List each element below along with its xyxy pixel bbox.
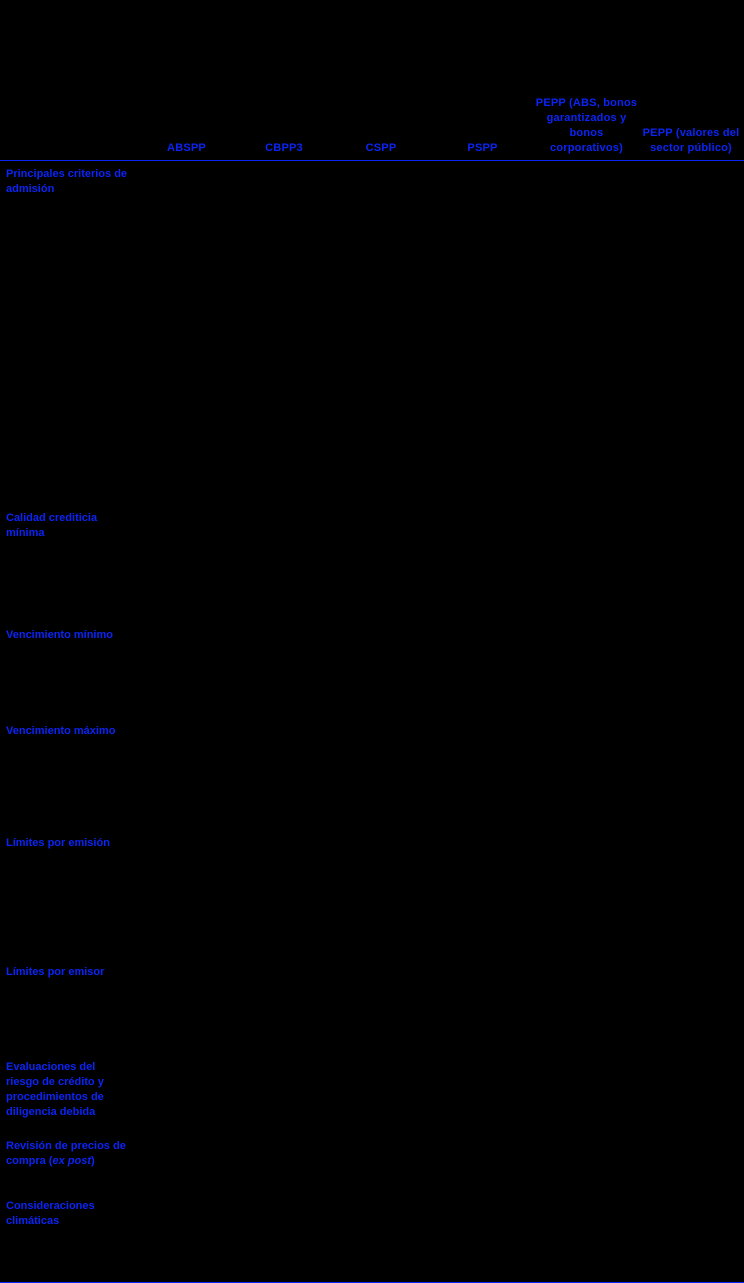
cell-riesgo-credito-pepp-private (535, 1054, 638, 1133)
row-label-vencimiento-minimo: Vencimiento mínimo (6, 629, 113, 642)
cell-riesgo-credito-cbpp3 (236, 1054, 332, 1133)
row-label-cell-vencimiento-maximo (0, 718, 137, 830)
column-title-abspp: ABSPP (167, 141, 206, 154)
cell-limites-emision-cspp (332, 830, 430, 959)
cell-calidad-crediticia-cbpp3 (236, 505, 332, 622)
column-title-pepp-public: PEPP (valores del sector público) (642, 126, 740, 154)
cell-vencimiento-maximo-cspp (332, 718, 430, 830)
cell-limites-emision-abspp (137, 830, 236, 959)
cell-criterios-admision-cbpp3 (236, 160, 332, 505)
cell-riesgo-credito-cspp (332, 1054, 430, 1133)
row-label-vencimiento-maximo: Vencimiento máximo (6, 725, 116, 738)
header-cell-pspp (430, 0, 535, 160)
cell-calidad-crediticia-pepp-private (535, 505, 638, 622)
row-label-criterios-admision: Principales criterios de admisión (6, 167, 128, 195)
cell-consideraciones-climaticas-cbpp3 (236, 1193, 332, 1283)
cell-vencimiento-maximo-pepp-public (638, 718, 744, 830)
cell-criterios-admision-abspp (137, 160, 236, 505)
table-row (0, 830, 744, 959)
row-label-revision-precios: Revisión de precios de compra (ex post) (6, 1140, 126, 1168)
cell-limites-emisor-pspp (430, 959, 535, 1054)
row-label-cell-limites-emisor (0, 959, 137, 1054)
cell-criterios-admision-cspp (332, 160, 430, 505)
cell-vencimiento-maximo-pepp-private (535, 718, 638, 830)
table-row (0, 622, 744, 718)
column-title-pspp: PSPP (467, 141, 498, 154)
row-label-calidad-crediticia: Calidad crediticia mínima (6, 512, 98, 540)
cell-calidad-crediticia-pepp-public (638, 505, 744, 622)
header-cell-cbpp3 (236, 0, 332, 160)
cell-vencimiento-minimo-cspp (332, 622, 430, 718)
row-label-cell-revision-precios (0, 1133, 137, 1193)
cell-vencimiento-minimo-cbpp3 (236, 622, 332, 718)
cell-limites-emisor-cspp (332, 959, 430, 1054)
cell-riesgo-credito-pspp (430, 1054, 535, 1133)
cell-consideraciones-climaticas-abspp (137, 1193, 236, 1283)
cell-consideraciones-climaticas-cspp (332, 1193, 430, 1283)
table-row (0, 1193, 744, 1283)
row-label-cell-consideraciones-climaticas (0, 1193, 137, 1283)
header-cell-cspp (332, 0, 430, 160)
cell-calidad-crediticia-abspp (137, 505, 236, 622)
cell-vencimiento-minimo-pepp-private (535, 622, 638, 718)
cell-criterios-admision-pepp-private (535, 160, 638, 505)
row-label-cell-criterios-admision (0, 160, 137, 505)
header-cell-pepp-public (638, 0, 744, 160)
row-label-consideraciones-climaticas: Consideraciones climáticas (6, 1200, 95, 1228)
table-row (0, 505, 744, 622)
cell-revision-precios-pspp (430, 1133, 535, 1193)
table-row (0, 959, 744, 1054)
cell-limites-emision-pepp-public (638, 830, 744, 959)
table-row (0, 718, 744, 830)
cell-consideraciones-climaticas-pepp-public (638, 1193, 744, 1283)
cell-limites-emisor-pepp-public (638, 959, 744, 1054)
cell-limites-emisor-cbpp3 (236, 959, 332, 1054)
row-label-riesgo-credito: Evaluaciones del riesgo de crédito y procedimientos de diligencia debida (6, 1061, 104, 1119)
row-label-cell-limites-emision (0, 830, 137, 959)
header-cell-abspp (137, 0, 236, 160)
cell-consideraciones-climaticas-pspp (430, 1193, 535, 1283)
cell-limites-emision-pepp-private (535, 830, 638, 959)
cell-revision-precios-abspp (137, 1133, 236, 1193)
table-row (0, 1133, 744, 1193)
cell-limites-emisor-pepp-private (535, 959, 638, 1054)
cell-vencimiento-maximo-cbpp3 (236, 718, 332, 830)
cell-revision-precios-pepp-public (638, 1133, 744, 1193)
cell-calidad-crediticia-cspp (332, 505, 430, 622)
column-title-cspp: CSPP (365, 141, 397, 154)
cell-vencimiento-minimo-pspp (430, 622, 535, 718)
cell-vencimiento-minimo-abspp (137, 622, 236, 718)
table-row (0, 160, 744, 505)
row-label-cell-riesgo-credito (0, 1054, 137, 1133)
cell-vencimiento-minimo-pepp-public (638, 622, 744, 718)
cell-criterios-admision-pspp (430, 160, 535, 505)
cell-riesgo-credito-abspp (137, 1054, 236, 1133)
table-row (0, 1054, 744, 1133)
table-header-row (0, 0, 744, 160)
cell-calidad-crediticia-pspp (430, 505, 535, 622)
cell-revision-precios-cbpp3 (236, 1133, 332, 1193)
cell-revision-precios-cspp (332, 1133, 430, 1193)
row-label-cell-vencimiento-minimo (0, 622, 137, 718)
cell-revision-precios-pepp-private (535, 1133, 638, 1193)
cell-limites-emision-cbpp3 (236, 830, 332, 959)
row-label-limites-emisor: Límites por emisor (6, 966, 105, 979)
column-title-pepp-private: PEPP (ABS, bonos garantizados y bonos corporativos) (535, 96, 638, 154)
cell-criterios-admision-pepp-public (638, 160, 744, 505)
column-title-cbpp3: CBPP3 (265, 141, 303, 154)
cell-limites-emision-pspp (430, 830, 535, 959)
header-cell-pepp-private (535, 0, 638, 160)
cell-consideraciones-climaticas-pepp-private (535, 1193, 638, 1283)
cell-riesgo-credito-pepp-public (638, 1054, 744, 1133)
cell-limites-emisor-abspp (137, 959, 236, 1054)
cell-vencimiento-maximo-abspp (137, 718, 236, 830)
row-label-cell-calidad-crediticia (0, 505, 137, 622)
header-cell-rowhead (0, 0, 137, 160)
row-label-limites-emision: Límites por emisión (6, 837, 110, 850)
cell-vencimiento-maximo-pspp (430, 718, 535, 830)
